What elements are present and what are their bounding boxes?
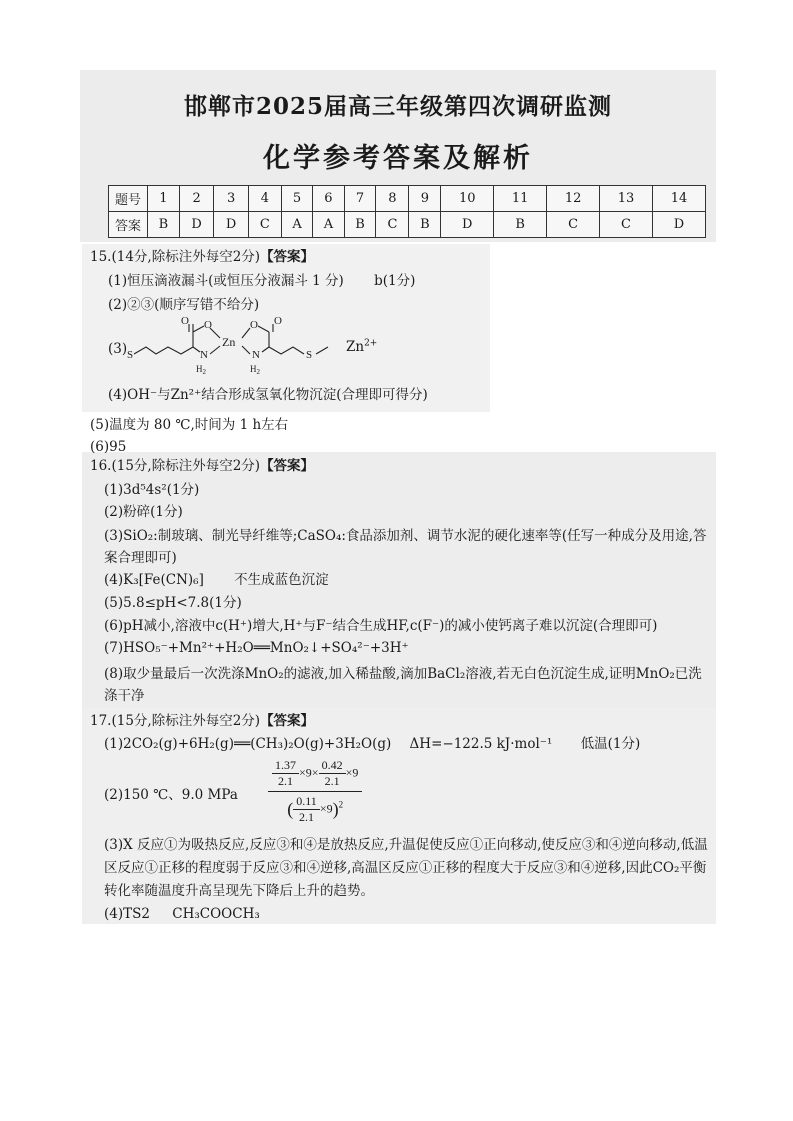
atom-s-left: S (127, 349, 134, 361)
answer-table-answer-row (109, 212, 706, 238)
number-cell: 11 (494, 186, 547, 212)
answer-cell: D (441, 212, 494, 238)
number-cell: 4 (248, 186, 281, 212)
atom-s-right: S (306, 349, 313, 361)
q15-answer-tag: 【答案】 (260, 249, 315, 265)
answer-cell: D (214, 212, 249, 238)
kp-denominator: ( $\frac{0.11}{2.1}$ ×9)$^2$ (287, 794, 344, 824)
q17-header (90, 712, 314, 730)
q17-head-text: 17.(15分,除标注外每空2分) (90, 713, 261, 729)
answer-cell: D (652, 212, 705, 238)
number-cell: 12 (547, 186, 600, 212)
atom-n-left: N (200, 349, 208, 361)
left-n-zn-bond (210, 346, 220, 354)
q17-answer-tag: 【答案】 (260, 713, 315, 729)
q15-item-6: (6)95 (90, 439, 127, 455)
zn-ion-label: $Zn^{2+}$ (346, 338, 378, 355)
left-ligand-chain (134, 347, 193, 354)
answer-cell: D (179, 212, 214, 238)
q16-item-4-reagent: (4)K₃[Fe(CN)₆] (104, 572, 204, 588)
q17-item-3: (3)X 反应①为吸热反应,反应③和④是放热反应,升温促使反应①正向移动,使反应③和④逆向移动,低温区反应①正移的程度弱于反应③和④逆移,高温区反应①正移的程度大于反应③和④逆移,因此CO₂平衡转化率随温度升高呈现先下降后上升的趋势。 (104, 837, 708, 899)
number-cell: 2 (179, 186, 214, 212)
q15-item-1-b: b(1分) (374, 273, 416, 289)
atom-o-carbonyl-right: O (274, 315, 282, 327)
right-ligand-chain (269, 347, 304, 354)
q15-head-text: 15.(14分,除标注外每空2分) (90, 249, 261, 265)
kp-expression (268, 758, 362, 825)
q15-item-3-label: (3) (108, 341, 128, 357)
right-o-zn-bond (242, 328, 250, 338)
q16-item-4 (104, 571, 329, 589)
frac-1: $\frac{1.37}{2.1}$ (272, 758, 299, 789)
q16-item-6: (6)pH减小,溶液中c(H⁺)增大,H⁺与F⁻结合生成HF,c(F⁻)的减小使钙离子难以沉淀(合理即可) (104, 618, 658, 634)
q16-item-7: (7)HSO₅⁻+Mn²⁺+H₂O══MnO₂↓+SO₄²⁻+3H⁺ (104, 640, 409, 656)
q17-item-4-ts: (4)TS2 (104, 906, 150, 922)
answer-cell: C (600, 212, 653, 238)
number-cell: 9 (409, 186, 441, 212)
times-9-b: ×9 (345, 765, 359, 780)
answer-table-number-row (109, 186, 706, 212)
answer-cell: B (344, 212, 376, 238)
atom-o-right: O (250, 319, 258, 331)
q16-item-8: (8)取少量最后一次洗涤MnO₂的滤液,加入稀盐酸,滴加BaCl₂溶液,若无白色沉淀生成,证明MnO₂已洗涤干净 (104, 666, 702, 704)
q15-item-5: (5)温度为 80 ℃,时间为 1 h左右 (90, 417, 289, 433)
number-cell: 14 (652, 186, 705, 212)
row-label-number: 题号 (109, 186, 148, 212)
row-label-answer: 答案 (109, 212, 148, 238)
h2-right: $H_2$ (250, 364, 260, 376)
q16-item-1: (1)3d⁵4s²(1分) (104, 482, 200, 498)
q16-item-5: (5)5.8≤pH<7.8(1分) (104, 595, 242, 611)
zinc-complex-structure (126, 314, 336, 376)
zn-ion-text: Zn (346, 339, 365, 355)
answer-cell: B (494, 212, 547, 238)
q16-item-2: (2)粉碎(1分) (104, 504, 183, 520)
q15-item-2: (2)②③(顺序写错不给分) (108, 297, 260, 313)
q16-header (90, 457, 314, 475)
atom-o-left: O (204, 319, 212, 331)
q17-enthalpy: ΔH=−122.5 kJ·mol⁻¹ (409, 736, 553, 752)
q17-condition: 低温(1分) (580, 736, 641, 752)
frac-2: $\frac{0.42}{2.1}$ (319, 758, 346, 789)
times-sign: × (311, 765, 319, 780)
q15-item-1 (108, 272, 415, 290)
answer-cell: B (148, 212, 180, 238)
kp-numerator (268, 758, 362, 792)
number-cell: 1 (148, 186, 180, 212)
h2-left: $H_2$ (196, 364, 206, 376)
times-9-a: ×9 (299, 765, 312, 780)
answer-cell: B (409, 212, 441, 238)
number-cell: 8 (376, 186, 409, 212)
q17-equation: (1)2CO₂(g)+6H₂(g)══(CH₃)₂O(g)+3H₂O(g) (104, 736, 392, 752)
times-9-c: ×9 (319, 801, 333, 816)
number-cell: 5 (281, 186, 312, 212)
q17-item-4-product: CH₃COOCH₃ (172, 906, 260, 922)
atom-n-right: N (252, 349, 260, 361)
frac-3: $\frac{0.11}{2.1}$ (293, 794, 320, 825)
atom-o-carbonyl-left: O (181, 315, 189, 327)
q15-header (90, 248, 314, 266)
document-title: 邯郸市2025届高三年级第四次调研监测 (183, 93, 612, 120)
answer-cell: A (313, 212, 344, 238)
q16-item-4-result: 不生成蓝色沉淀 (234, 572, 329, 588)
q15-item-1-text: (1)恒压滴液漏斗(或恒压分液漏斗 1 分) (108, 273, 344, 289)
q16-head-text: 16.(15分,除标注外每空2分) (90, 458, 261, 474)
document-subtitle: 化学参考答案及解析 (263, 143, 533, 174)
number-cell: 13 (600, 186, 653, 212)
answer-table (108, 185, 706, 238)
number-cell: 7 (344, 186, 376, 212)
q15-item-4: (4)OH⁻与Zn²⁺结合形成氢氧化物沉淀(合理即可得分) (108, 387, 428, 403)
answer-cell: C (248, 212, 281, 238)
answer-cell: C (547, 212, 600, 238)
q16-item-3: (3)SiO₂:制玻璃、制光导纤维等;CaSO₄:食品添加剂、调节水泥的硬化速率等(任写一种成分及用途,答案合理即可) (104, 528, 707, 566)
atom-zn: Zn (222, 335, 236, 349)
q16-answer-tag: 【答案】 (260, 458, 315, 474)
q17-item-1 (104, 735, 640, 753)
answer-cell: A (281, 212, 312, 238)
q17-item-2: (2)150 ℃、9.0 MPa (104, 787, 238, 803)
number-cell: 3 (214, 186, 249, 212)
number-cell: 6 (313, 186, 344, 212)
right-n-zn-bond (242, 346, 250, 354)
answer-cell: C (376, 212, 409, 238)
number-cell: 10 (441, 186, 494, 212)
q17-item-4 (104, 905, 260, 923)
